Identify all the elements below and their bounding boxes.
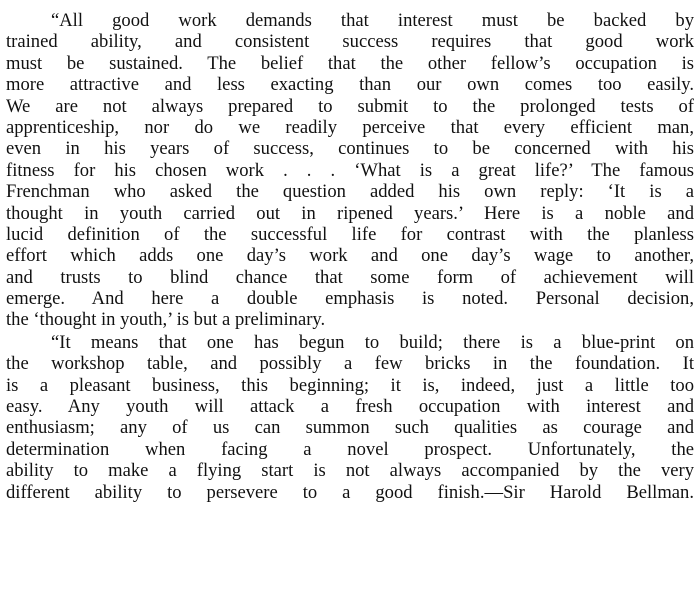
text-line: enthusiasm; any of us can summon such qualities as courage and: [6, 417, 694, 439]
text-line: the ‘thought in youth,’ is but a preliminary.: [6, 309, 326, 331]
text-line: even in his years of success, continues to be concerned with his: [6, 138, 694, 160]
text-line: ability to make a flying start is not always accompanied by the very: [6, 460, 694, 482]
paragraph-2: [6, 332, 694, 503]
text-line: trained ability, and consistent success requires that good work: [6, 31, 694, 53]
text-line: emerge. And here a double emphasis is noted. Personal decision,: [6, 288, 694, 310]
text-line: easy. Any youth will attack a fresh occupation with interest and: [6, 396, 694, 418]
paragraph-1: [6, 10, 694, 331]
text-line: fitness for his chosen work . . . ‘What is a great life?’ The famous: [6, 159, 694, 181]
text-line: We are not always prepared to submit to the prolonged tests of: [6, 95, 694, 117]
text-line: thought in youth carried out in ripened years.’ Here is a noble and: [6, 202, 694, 224]
text-line: and trusts to blind chance that some form of achievement will: [6, 266, 694, 288]
text-line: more attractive and less exacting than our own comes too easily.: [6, 74, 694, 96]
quotation-text: [6, 10, 694, 503]
text-line: lucid definition of the successful life for contrast with the planless: [6, 223, 694, 245]
text-line: “It means that one has begun to build; there is a blue-print on: [51, 331, 694, 353]
text-line: Frenchman who asked the question added his own reply: ‘It is a: [6, 181, 694, 203]
text-line: apprenticeship, nor do we readily perceive that every efficient man,: [6, 116, 694, 138]
text-line: determination when facing a novel prospect. Unfortunately, the: [6, 438, 694, 460]
text-line: “All good work demands that interest must be backed by: [51, 10, 694, 31]
text-line: effort which adds one day’s work and one day’s wage to another,: [6, 245, 694, 267]
text-line: must be sustained. The belief that the other fellow’s occupation is: [6, 52, 694, 74]
text-line: is a pleasant business, this beginning; it is, indeed, just a little too: [6, 374, 694, 396]
text-line: the workshop table, and possibly a few bricks in the foundation. It: [6, 353, 694, 375]
attribution-line: different ability to persevere to a good finish.—Sir Harold Bellman.: [6, 481, 694, 503]
